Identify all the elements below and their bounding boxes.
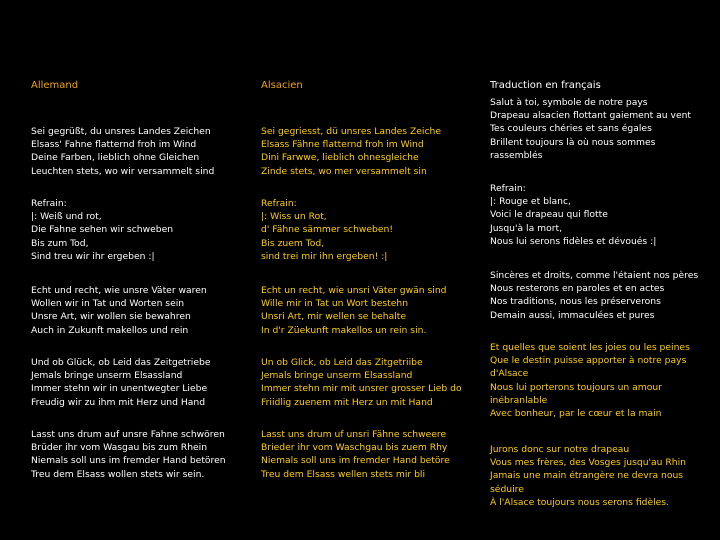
header-traduction: Traduction en français	[490, 80, 601, 91]
allemand-stanza-1: Sei gegrüßt, du unsres Landes Zeichen Elsass' Fahne flatternd froh im Wind Deine Farben, lieblich ohne Gleichen Leuchten stets, wo wir versammelt sind	[31, 126, 215, 177]
allemand-refrain: Refrain: |: Weiß und rot, Die Fahne sehen wir schweben Bis zum Tod, Sind treu wir ihr ergeben :|	[31, 198, 174, 262]
header-allemand: Allemand	[31, 80, 79, 91]
allemand-stanza-3: Und ob Glück, ob Leid das Zeitgetriebe Jemals bringe unserm Elsassland Immer stehn wir in unentwegter Liebe Freudig wir zu ihm mit Herz und Hand	[31, 357, 211, 408]
alsacien-stanza-1: Sei gegriesst, dü unsres Landes Zeiche Elsass Fähne flatternd froh im Wind Dini Farwwe, lieblich ohnesgleiche Zinde stets, wo mer versammelt sin	[261, 126, 442, 177]
alsacien-refrain: Refrain: |: Wiss un Rot, d' Fähne sämmer schweben! Bis zuem Tod, sind trei mir ihn ergeben! :|	[261, 198, 394, 262]
alsacien-stanza-4: Lasst uns drum uf unsri Fähne schweere Brieder ihr vom Waschgau bis zuem Rhy Niemals soll uns im fremder Hand betöre Treu dem Elsass wellen stets mir bli	[261, 429, 450, 480]
header-alsacien: Alsacien	[261, 80, 303, 91]
traduction-stanza-2: Sincères et droits, comme l'étaient nos pères Nous resterons en paroles et en actes Nos traditions, nous les préserverons Demain aussi, immaculées et pures	[490, 270, 699, 321]
allemand-stanza-4: Lasst uns drum auf unsre Fahne schwören Brüder ihr vom Wasgau bis zum Rhein Niemals soll uns im fremder Hand betören Treu dem Elsass wollen stets wir sein.	[31, 429, 226, 480]
allemand-stanza-2: Echt und recht, wie unsre Väter waren Wollen wir in Tat und Worten sein Unsre Art, wir wollen sie bewahren Auch in Zukunft makellos und rein	[31, 285, 207, 336]
alsacien-stanza-3: Un ob Glick, ob Leid das Zitgetriibe Jemals bringe unserm Elsassland Immer stehn mir mit unsrer grosser Lieb do Friidlig zuenem mit Herz un mit Hand	[261, 357, 462, 408]
traduction-stanza-3: Et quelles que soient les joies ou les peines Que le destin puisse apporter à notre pays d'Alsace Nous lui porterons toujours un amour inébranlable Avec bonheur, par le cœur et la main	[490, 342, 690, 420]
traduction-refrain: Refrain: |: Rouge et blanc, Voici le drapeau qui flotte Jusqu'à la mort, Nous lui serons fidèles et dévoués :|	[490, 183, 657, 247]
traduction-stanza-4: Jurons donc sur notre drapeau Vous mes frères, des Vosges jusqu'au Rhin Jamais une main étrangère ne devra nous séduire À l'Alsace toujours nous serons fidèles.	[490, 444, 687, 508]
traduction-stanza-1: Salut à toi, symbole de notre pays Drapeau alsacien flottant gaiement au vent Tes couleurs chéries et sans égales Brillent toujours là où nous sommes rassemblés	[490, 97, 692, 161]
alsacien-stanza-2: Echt un recht, wie unsri Väter gwän sind Wille mir in Tat un Wort bestehn Unsri Art, mir wellen se behalte In d'r Züekunft makellos un rein sin.	[261, 285, 447, 336]
